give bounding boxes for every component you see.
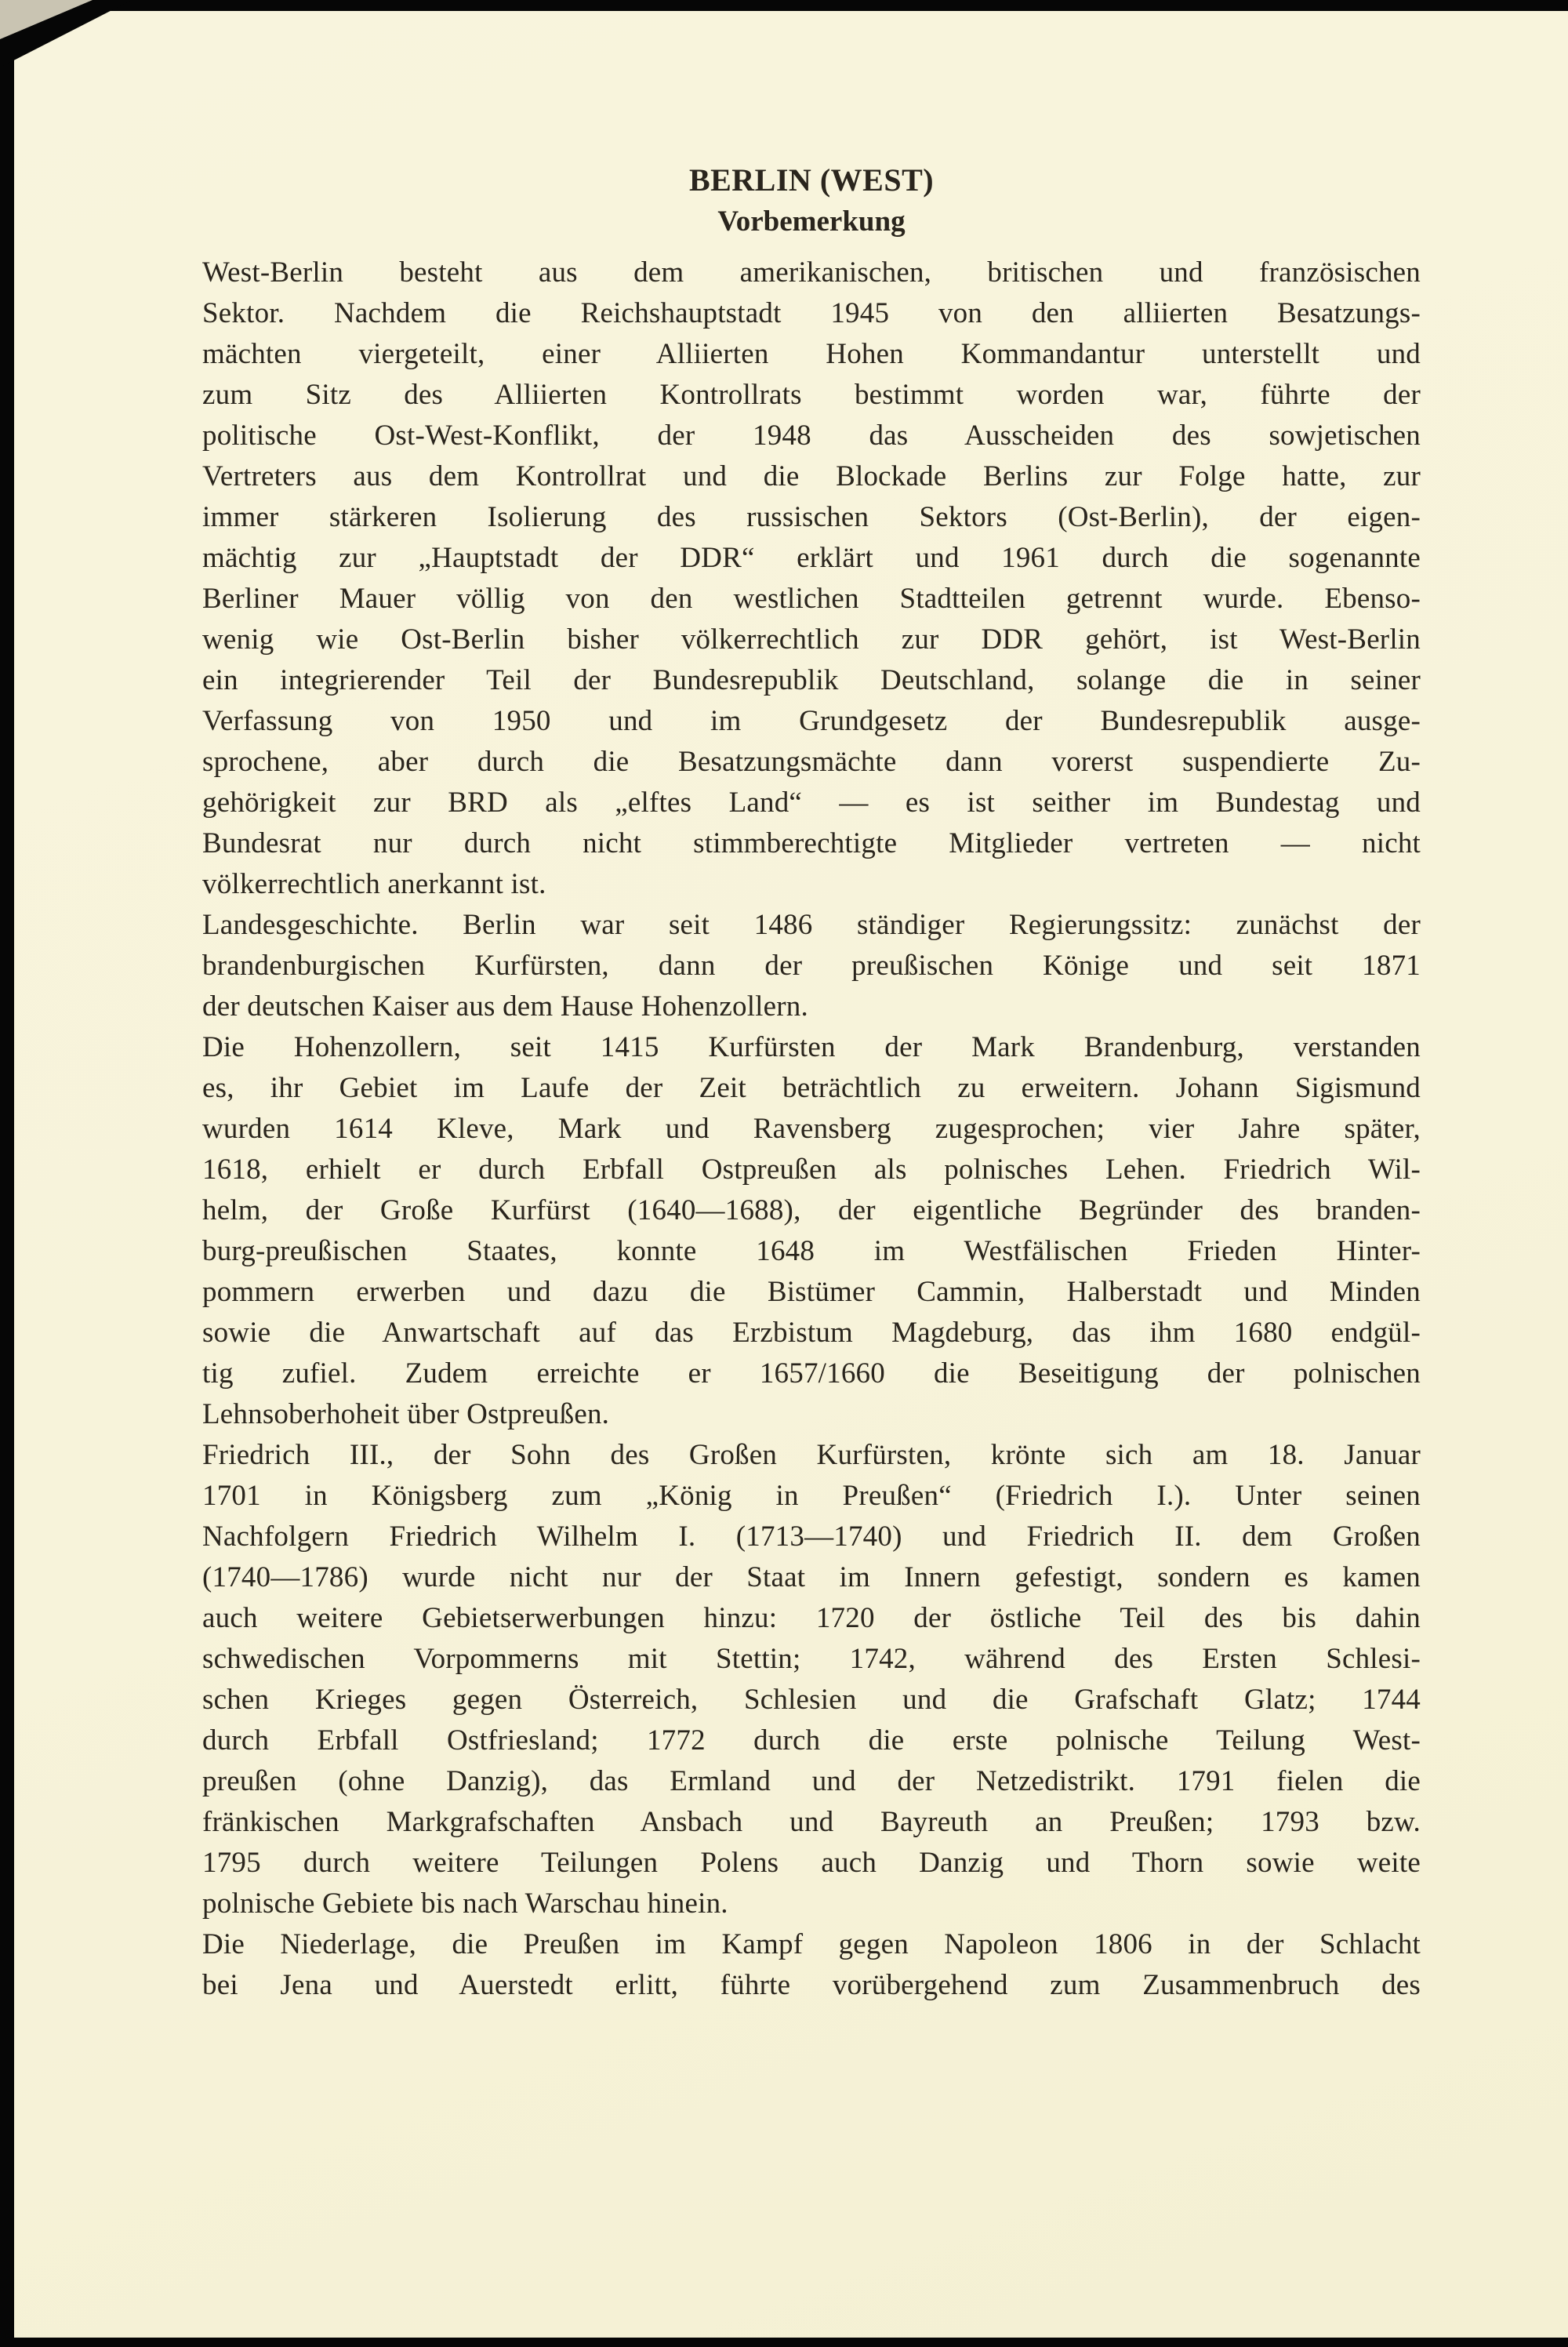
text-line: Friedrich III., der Sohn des Großen Kurfürsten, krönte sich am 18. Januar xyxy=(202,1439,1421,1471)
text-line: Verfassung von 1950 und im Grundgesetz der Bundesrepublik ausge- xyxy=(202,705,1421,737)
text-line: es, ihr Gebiet im Laufe der Zeit beträchtlich zu erweitern. Johann Sigismund xyxy=(202,1072,1421,1104)
text-line: ein integrierender Teil der Bundesrepublik Deutschland, solange die in seiner xyxy=(202,664,1421,696)
text-line: immer stärkeren Isolierung des russischen Sektors (Ost-Berlin), der eigen- xyxy=(202,501,1421,533)
text-line: mächtig zur „Hauptstadt der DDR“ erklärt und 1961 durch die sogenannte xyxy=(202,542,1421,574)
text-line: Vertreters aus dem Kontrollrat und die Blockade Berlins zur Folge hatte, zur xyxy=(202,460,1421,492)
text-line: burg-preußischen Staates, konnte 1648 im Westfälischen Frieden Hinter- xyxy=(202,1235,1421,1267)
text-line: tig zufiel. Zudem erreichte er 1657/1660 die Beseitigung der polnischen xyxy=(202,1357,1421,1390)
paragraph xyxy=(202,253,1421,905)
text-line: wenig wie Ost-Berlin bisher völkerrechtlich zur DDR gehört, ist West-Berlin xyxy=(202,623,1421,656)
text-line: Nachfolgern Friedrich Wilhelm I. (1713—1740) und Friedrich II. dem Großen xyxy=(202,1520,1421,1553)
text-line: 1618, erhielt er durch Erbfall Ostpreußen als polnisches Lehen. Friedrich Wil- xyxy=(202,1154,1421,1186)
text-line: schwedischen Vorpommerns mit Stettin; 1742, während des Ersten Schlesi- xyxy=(202,1643,1421,1675)
text-line: Landesgeschichte. Berlin war seit 1486 ständiger Regierungssitz: zunächst der xyxy=(202,909,1421,941)
paragraph xyxy=(202,1027,1421,1435)
text-line: Die Hohenzollern, seit 1415 Kurfürsten der Mark Brandenburg, verstanden xyxy=(202,1031,1421,1063)
text-line: polnische Gebiete bis nach Warschau hinein. xyxy=(202,1887,728,1920)
text-line: sprochene, aber durch die Besatzungsmächte dann vorerst suspendierte Zu- xyxy=(202,746,1421,778)
text-line: schen Krieges gegen Österreich, Schlesien und die Grafschaft Glatz; 1744 xyxy=(202,1684,1421,1716)
text-line: politische Ost-West-Konflikt, der 1948 das Ausscheiden des sowjetischen xyxy=(202,420,1421,452)
text-line: Berliner Mauer völlig von den westlichen Stadtteilen getrennt wurde. Ebenso- xyxy=(202,583,1421,615)
text-line: Lehnsoberhoheit über Ostpreußen. xyxy=(202,1398,610,1430)
text-line: bei Jena und Auerstedt erlitt, führte vorübergehend zum Zusammenbruch des xyxy=(202,1969,1421,2001)
page-title: BERLIN (WEST) xyxy=(688,162,935,198)
text-line: pommern erwerben und dazu die Bistümer Cammin, Halberstadt und Minden xyxy=(202,1276,1421,1308)
text-line: West-Berlin besteht aus dem amerikanischen, britischen und französischen xyxy=(202,256,1421,289)
text-line: 1795 durch weitere Teilungen Polens auch Danzig und Thorn sowie weite xyxy=(202,1847,1421,1879)
text-line: Bundesrat nur durch nicht stimmberechtigte Mitglieder vertreten — nicht xyxy=(202,827,1421,859)
text-line: mächten viergeteilt, einer Alliierten Hohen Kommandantur unterstellt und xyxy=(202,338,1421,370)
text-line: Sektor. Nachdem die Reichshauptstadt 1945 von den alliierten Besatzungs- xyxy=(202,297,1421,329)
text-line: Die Niederlage, die Preußen im Kampf gegen Napoleon 1806 in der Schlacht xyxy=(202,1928,1421,1960)
page-subtitle: Vorbemerkung xyxy=(717,205,906,238)
page-paper xyxy=(14,11,1568,2338)
paragraph xyxy=(202,905,1421,1027)
text-line: sowie die Anwartschaft auf das Erzbistum Magdeburg, das ihm 1680 endgül- xyxy=(202,1317,1421,1349)
text-line: fränkischen Markgrafschaften Ansbach und Bayreuth an Preußen; 1793 bzw. xyxy=(202,1806,1421,1838)
text-line: durch Erbfall Ostfriesland; 1772 durch die erste polnische Teilung West- xyxy=(202,1724,1421,1757)
text-line: brandenburgischen Kurfürsten, dann der preußischen Könige und seit 1871 xyxy=(202,950,1421,982)
text-line: wurden 1614 Kleve, Mark und Ravensberg zugesprochen; vier Jahre später, xyxy=(202,1113,1421,1145)
text-line: preußen (ohne Danzig), das Ermland und der Netzedistrikt. 1791 fielen die xyxy=(202,1765,1421,1797)
body-text xyxy=(202,253,1421,2006)
paragraph xyxy=(202,1924,1421,2006)
paragraph xyxy=(202,1435,1421,1924)
text-line: der deutschen Kaiser aus dem Hause Hohenzollern. xyxy=(202,990,808,1023)
text-line: gehörigkeit zur BRD als „elftes Land“ — es ist seither im Bundestag und xyxy=(202,787,1421,819)
text-line: helm, der Große Kurfürst (1640—1688), der eigentliche Begründer des branden- xyxy=(202,1194,1421,1226)
text-line: völkerrechtlich anerkannt ist. xyxy=(202,868,546,900)
text-line: (1740—1786) wurde nicht nur der Staat im Innern gefestigt, sondern es kamen xyxy=(202,1561,1421,1593)
text-line: 1701 in Königsberg zum „König in Preußen“ (Friedrich I.). Unter seinen xyxy=(202,1480,1421,1512)
text-line: auch weitere Gebietserwerbungen hinzu: 1720 der östliche Teil des bis dahin xyxy=(202,1602,1421,1634)
text-line: zum Sitz des Alliierten Kontrollrats bestimmt worden war, führte der xyxy=(202,379,1421,411)
